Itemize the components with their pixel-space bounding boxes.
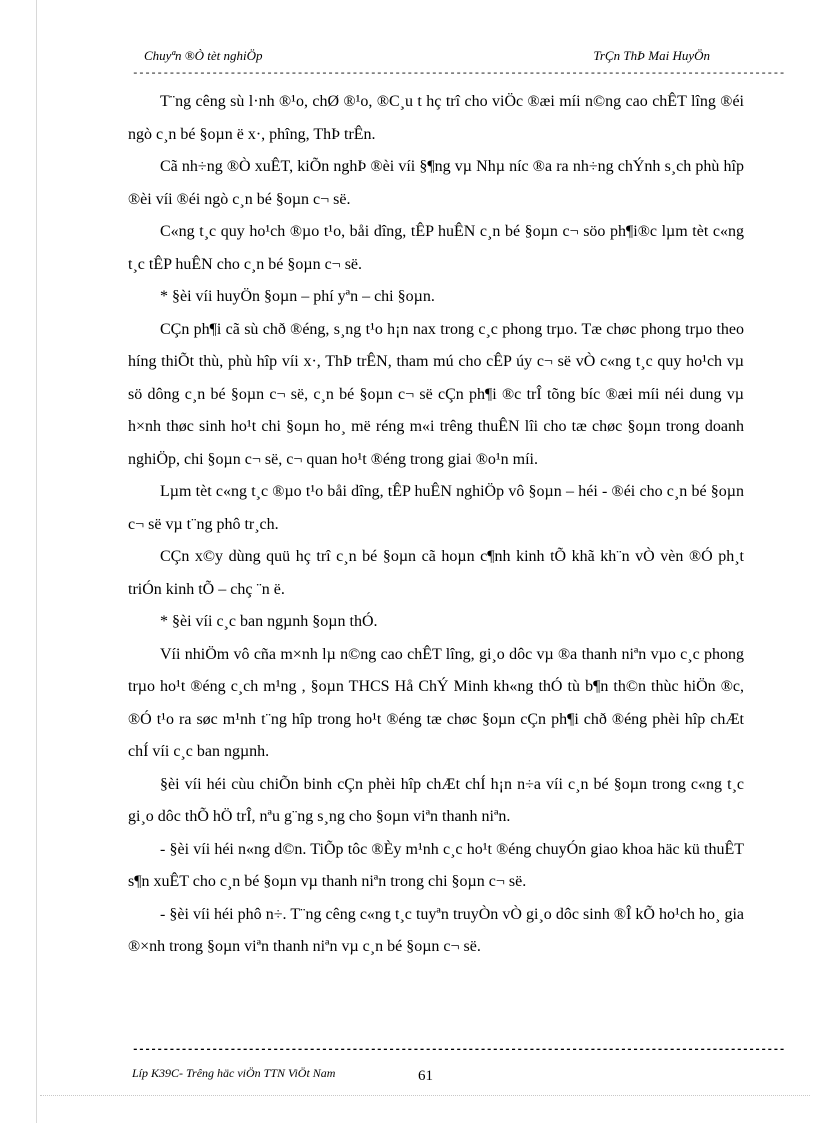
footer-institution: Líp K39C- Trêng häc viÖn TTN ViÖt Nam: [132, 1066, 336, 1080]
page-footer: [132, 1062, 732, 1092]
paragraph: C«ng t¸c quy ho¹ch ®µo t¹o, båi dîng, tÊP huÊN c¸n bé §oµn c¬ söo ph¶i®c lµm tèt c«ng t¸c tÊP huÊN cho c¸n bé §oµn c¬ së.: [128, 223, 744, 273]
header-rule: -----------------------------------------------------------------------------------------------------------: [132, 68, 785, 80]
paragraph: T¨ng cêng sù l·nh ®¹o, chØ ®¹o, ®C¸u t hç trî cho viÖc ®æi míi n©ng cao chÊT lîng ®éi ngò c¸n bé §oµn ë x·, phîng, ThÞ trÊn.: [128, 93, 744, 143]
page-number: 61: [418, 1068, 433, 1084]
section-heading: * §èi víi c¸c ban ngµnh §oµn thÓ.: [160, 613, 378, 630]
header-author: TrÇn ThÞ Mai HuyÖn: [593, 48, 710, 63]
section-heading: * §èi víi huyÖn §oµn – phí yªn – chi §oµn.: [160, 288, 435, 305]
page-margin-line: [36, 0, 37, 1123]
paragraph: Lµm tèt c«ng t¸c ®µo t¹o båi dîng, tÊP huÊN nghiÖp vô §oµn – héi - ®éi cho c¸n bé §oµn c¬ së vµ t¨ng phô tr¸ch.: [128, 483, 744, 533]
list-item: - §èi víi héi n«ng d©n. TiÕp tôc ®Èy m¹nh c¸c ho¹t ®éng chuyÓn giao khoa häc kü thuÊT s¶n xuÊT cho c¸n bé §oµn vµ thanh niªn trong chi §oµn c¬ së.: [128, 840, 744, 890]
paragraph: CÇn ph¶i cã sù chð ®éng, s¸ng t¹o h¡n nax trong c¸c phong trµo. Tæ chøc phong trµo theo híng thiÕt thù, phù hîp víi x·, ThÞ trÊN, tham mú cho cÊP úy c¬ së vÒ c«ng t¸c quy ho¹ch vµ sö dông c¸n bé §oµn c¬ së, c¸n bé §oµn c¬ së cÇn ph¶i ®c trÎ tõng bíc ®æi míi néi dung vµ h×nh thøc sinh ho¹t chi §oµn ho¸ më réng m«i trêng thuÊN lîi cho tæ chøc §oµn trong doanh nghiÖp, chi §oµn c¬ së, c¬ quan ho¹t ®éng trong giai ®o¹n míi.: [128, 320, 744, 468]
paragraph: Cã nh÷ng ®Ò xuÊT, kiÕn nghÞ ®èi víi §¶ng vµ Nhµ níc ®a ra nh÷ng chÝnh s¸ch phù hîp ®èi víi ®éi ngò c¸n bé §oµn c¬ së.: [128, 158, 744, 208]
paragraph: §èi víi héi cùu chiÕn binh cÇn phèi hîp chÆt chÍ h¡n n÷a víi c¸n bé §oµn trong c«ng t¸c gi¸o dôc thÕ hÖ trÎ, nªu g¨ng s¸ng cho §oµn viªn thanh niªn.: [128, 775, 744, 825]
document-body: [128, 86, 744, 964]
page-bottom-edge: [40, 1095, 810, 1096]
page-header: [132, 44, 722, 66]
paragraph: CÇn x©y dùng quü hç trî c¸n bé §oµn cã hoµn c¶nh kinh tÕ khã kh¨n vÒ vèn ®Ó ph¸t triÓn kinh tÕ – chç ¨n ë.: [128, 548, 744, 598]
footer-rule: -----------------------------------------------------------------------------------------------------------: [132, 1044, 785, 1056]
list-item: - §èi víi héi phô n÷. T¨ng cêng c«ng t¸c tuyªn truyÒn vÒ gi¸o dôc sinh ®Î kÕ ho¹ch ho¸ gia ®×nh trong §oµn viªn thanh niªn vµ c¸n bé §oµn c¬ së.: [128, 905, 744, 955]
paragraph: Víi nhiÖm vô cña m×nh lµ n©ng cao chÊT lîng, gi¸o dôc vµ ®a thanh niªn vµo c¸c phong trµo ho¹t ®éng c¸ch m¹ng , §oµn THCS Hå ChÝ Minh kh«ng thÓ tù b¶n th©n thùc hiÖn ®c, ®Ó t¹o ra søc m¹nh t¨ng hîp trong ho¹t ®éng tæ chøc §oµn cÇn ph¶i chð ®éng phèi hîp chÆt chÍ víi c¸c ban ngµnh.: [128, 645, 744, 760]
header-title: Chuyªn ®Ò tèt nghiÖp: [144, 48, 263, 63]
